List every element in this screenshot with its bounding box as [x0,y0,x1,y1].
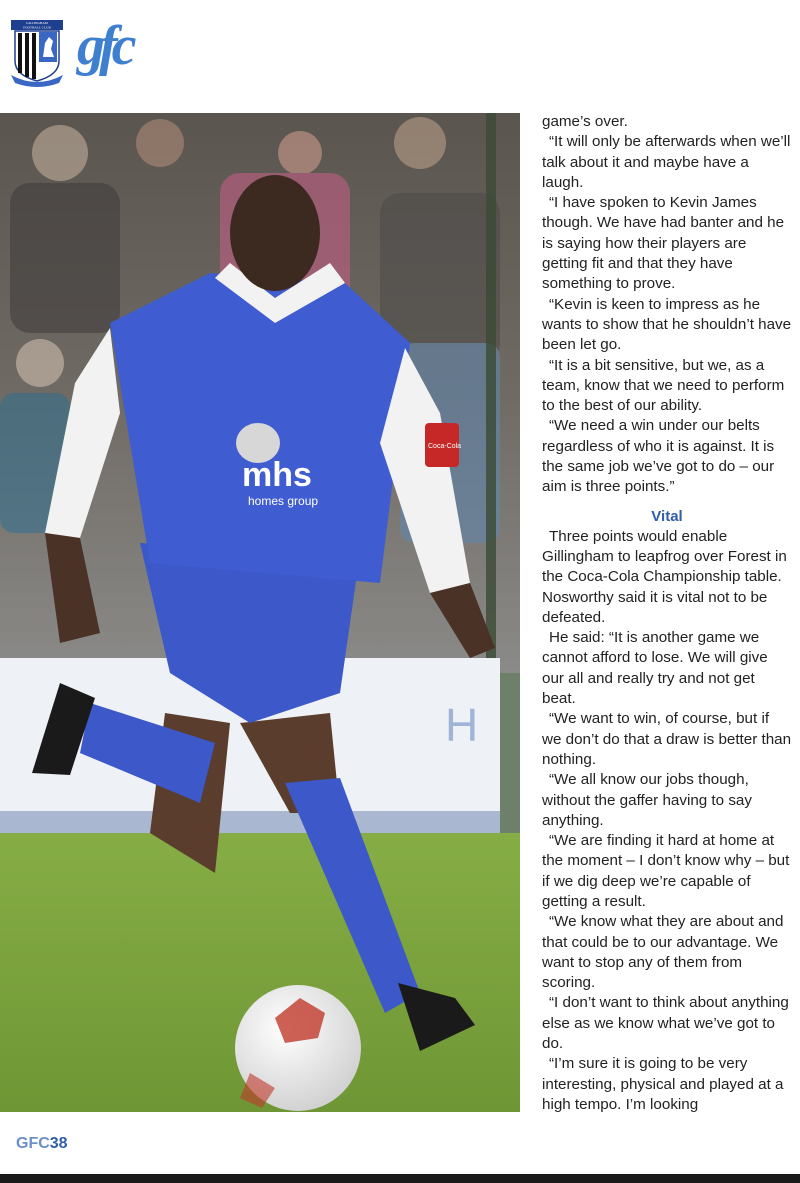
gfc-monogram-logo [75,16,185,88]
club-crest [9,19,65,87]
article-paragraph: game’s over. [542,113,628,130]
player-photo [0,113,520,1112]
article-paragraph: “We all know our jobs though, without the gaffer having to say anything. [542,771,752,829]
article-paragraph: “We are finding it hard at home at the moment – I don’t know why – but if we dig deep we’re capable of getting a result. [542,832,790,910]
page-folio [16,1135,68,1153]
board-letter: H [445,699,479,751]
article-column [542,112,792,1115]
article-paragraph: “It is a bit sensitive, but we, as a team, know that we need to perform to the best of our ability. [542,356,785,415]
article-paragraph: “We know what they are about and that could be to our advantage. We want to stop any of them from scoring. [542,913,784,992]
svg-text:GILLINGHAM: GILLINGHAM [26,21,48,26]
svg-text:FOOTBALL CLUB: FOOTBALL CLUB [23,25,51,30]
folio-label: GFC [16,1135,50,1152]
sleeve-badge: Coca-Cola [428,443,462,450]
article-paragraph: He said: “It is another game we cannot afford to lose. We will give our all and really try and not get beat. [542,629,768,708]
article-paragraph: “I have spoken to Kevin James though. We have had banter and he is saying how their players are getting fit and that they have something to prove. [542,194,785,293]
article-paragraph: “I’m sure it is going to be very interesting, physical and played at a high tempo. I’m looking [542,1055,784,1113]
article-paragraph: “We want to win, of course, but if we don’t do that a draw is better than nothing. [542,710,792,768]
article-paragraph: “Kevin is keen to impress as he wants to show that he shouldn’t have been let go. [542,295,792,354]
bottom-rule [0,1174,800,1183]
shirt-sponsor: mhs [242,456,312,494]
svg-text:gfc: gfc [77,16,131,77]
shirt-sponsor-sub: homes group [248,494,319,508]
article-paragraph: “I don’t want to think about anything else as we know what we’ve got to do. [542,994,789,1053]
article-paragraph: “It will only be afterwards when we’ll talk about it and maybe have a laugh. [542,133,791,191]
article-paragraph: Three points would enable Gillingham to leapfrog over Forest in the Coca-Cola Championship table. Nosworthy said it is vital not to be defeated. [542,527,787,626]
page-number: 38 [49,1135,68,1152]
article-subhead: Vital [651,507,683,525]
article-paragraph: “We need a win under our belts regardless of who it is against. It is the same job we’ve got to do – our aim is three points.” [542,417,775,496]
